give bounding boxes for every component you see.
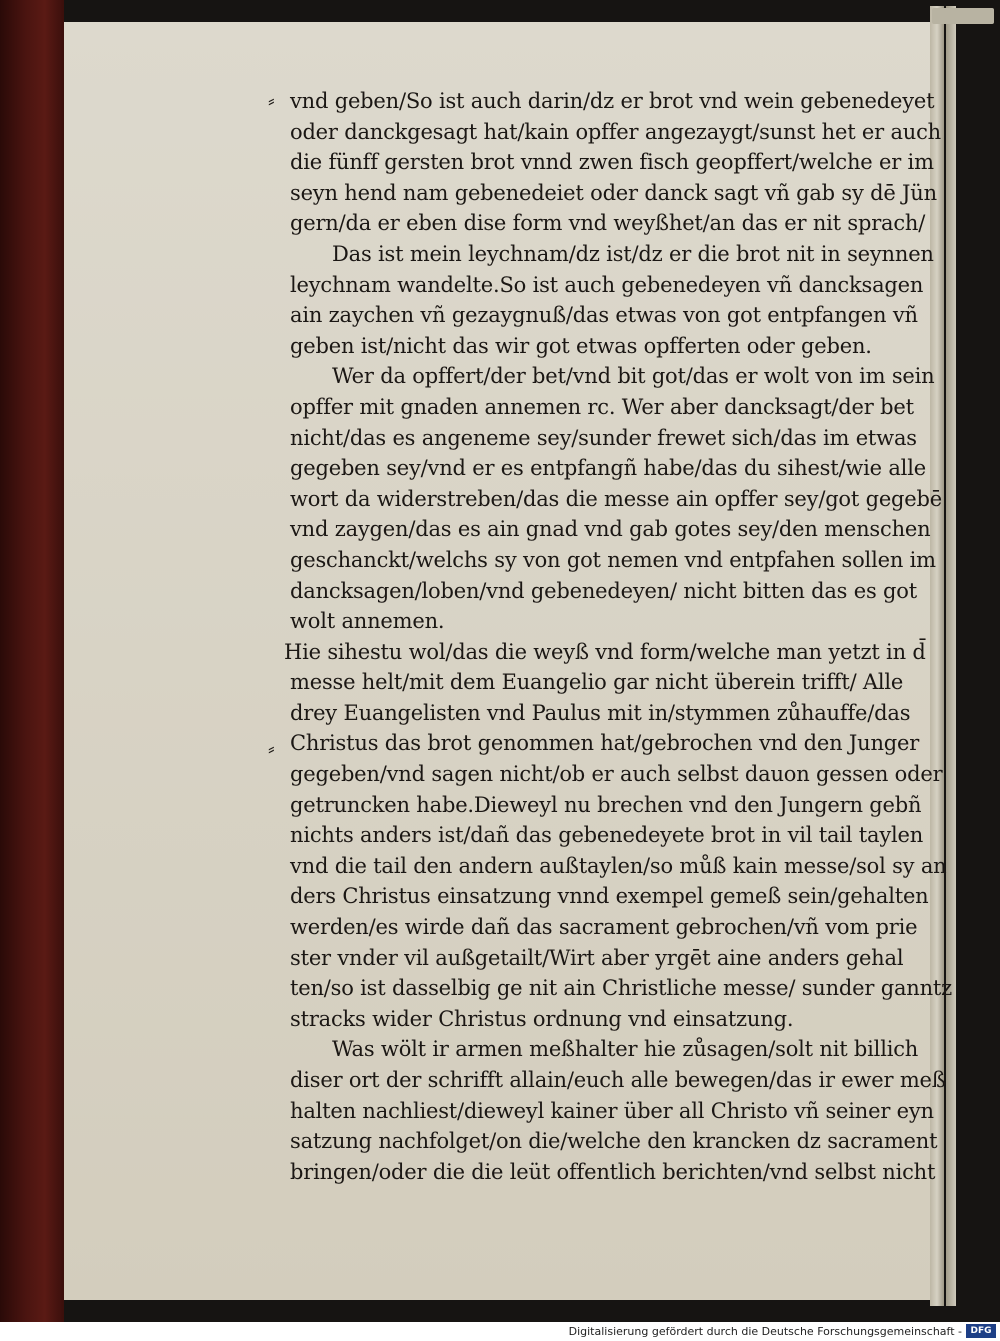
page-text bbox=[284, 86, 990, 1187]
text-line: Wer da opffert/der bet/vnd bit got/das er wolt von im sein bbox=[332, 364, 935, 389]
text-line: stracks wider Christus ordnung vnd einsatzung. bbox=[290, 1006, 794, 1031]
text-line: werden/es wirde dañ das sacrament gebrochen/vñ vom prie bbox=[290, 915, 918, 940]
text-line: Das ist mein leychnam/dz ist/dz er die brot nit in seynnen bbox=[332, 241, 934, 266]
text-line: Was wölt ir armen meßhalter hie zůsagen/solt nit billich bbox=[332, 1037, 919, 1062]
text-line: nichts anders ist/dañ das gebenedeyete brot in vil tail taylen bbox=[290, 823, 924, 848]
text-line: vnd zaygen/das es ain gnad vnd gab gotes sey/den menschen bbox=[290, 517, 931, 542]
text-line: messe helt/mit dem Euangelio gar nicht überein trifft/ Alle bbox=[290, 670, 904, 695]
marginal-mark: ⸗ bbox=[268, 88, 275, 112]
footer-bar bbox=[0, 1322, 1000, 1341]
funding-credit: Digitalisierung gefördert durch die Deutsche Forschungsgemeinschaft - bbox=[568, 1325, 962, 1338]
text-line: geschanckt/welchs sy von got nemen vnd entpfahen sollen im bbox=[290, 547, 936, 572]
text-line: nicht/das es angeneme sey/sunder frewet sich/das im etwas bbox=[290, 425, 917, 450]
dfg-logo: DFG bbox=[966, 1324, 996, 1338]
text-line: getruncken habe.Dieweyl nu brechen vnd den Jungern gebñ bbox=[290, 792, 922, 817]
text-line: bringen/oder die die leüt offentlich berichten/vnd selbst nicht bbox=[290, 1159, 936, 1184]
text-line: gegeben sey/vnd er es entpfangñ habe/das du sihest/wie alle bbox=[290, 456, 926, 481]
text-line: leychnam wandelte.So ist auch gebenedeyen vñ dancksagen bbox=[290, 272, 924, 297]
text-line: Christus das brot genommen hat/gebrochen vnd den Junger bbox=[290, 731, 920, 756]
text-line: ster vnder vil außgetailt/Wirt aber yrgēt aine anders gehal bbox=[290, 945, 904, 970]
text-line: halten nachliest/dieweyl kainer über all Christo vñ seiner eyn bbox=[290, 1098, 934, 1123]
text-line: opffer mit gnaden annemen rc. Wer aber dancksagt/der bet bbox=[290, 394, 914, 419]
text-line: geben ist/nicht das wir got etwas opfferten oder geben. bbox=[290, 333, 872, 358]
text-line: oder danckgesagt hat/kain opffer angezaygt/sunst het er auch bbox=[290, 119, 941, 144]
text-line: vnd geben/So ist auch darin/dz er brot vnd wein gebenedeyet bbox=[290, 89, 935, 113]
book-spine bbox=[0, 0, 64, 1322]
text-line: wolt annemen. bbox=[290, 609, 445, 634]
text-line: vnd die tail den andern außtaylen/so můß kain messe/sol sy an bbox=[290, 853, 947, 878]
text-line: gegeben/vnd sagen nicht/ob er auch selbst dauon gessen oder bbox=[290, 762, 943, 787]
text-line: drey Euangelisten vnd Paulus mit in/stymmen zůhauffe/das bbox=[290, 700, 911, 725]
text-line: satzung nachfolget/on die/welche den krancken dz sacrament bbox=[290, 1129, 938, 1154]
text-line: Hie sihestu wol/das die weyß vnd form/welche man yetzt in d̄ bbox=[284, 639, 926, 664]
text-line: seyn hend nam gebenedeiet oder danck sagt vñ gab sy dē Jün bbox=[290, 180, 937, 205]
text-line: wort da widerstreben/das die messe ain opffer sey/got gegebē bbox=[290, 486, 943, 511]
text-line: gern/da er eben dise form vnd weyßhet/an das er nit sprach/ bbox=[290, 211, 926, 236]
text-line: ten/so ist dasselbig ge nit ain Christliche messe/ sunder ganntz bbox=[290, 976, 953, 1001]
marginal-mark: ⸗ bbox=[268, 736, 275, 760]
text-line: diser ort der schrifft allain/euch alle bewegen/das ir ewer meß bbox=[290, 1068, 946, 1092]
text-line: die fünff gersten brot vnnd zwen fisch geopffert/welche er im bbox=[290, 150, 934, 175]
text-line: ders Christus einsatzung vnnd exempel gemeß sein/gehalten bbox=[290, 884, 929, 909]
text-line: ain zaychen vñ gezaygnuß/das etwas von got entpfangen vñ bbox=[290, 303, 918, 328]
text-line: dancksagen/loben/vnd gebenedeyen/ nicht bitten das es got bbox=[290, 578, 917, 603]
page-tab bbox=[932, 8, 994, 24]
